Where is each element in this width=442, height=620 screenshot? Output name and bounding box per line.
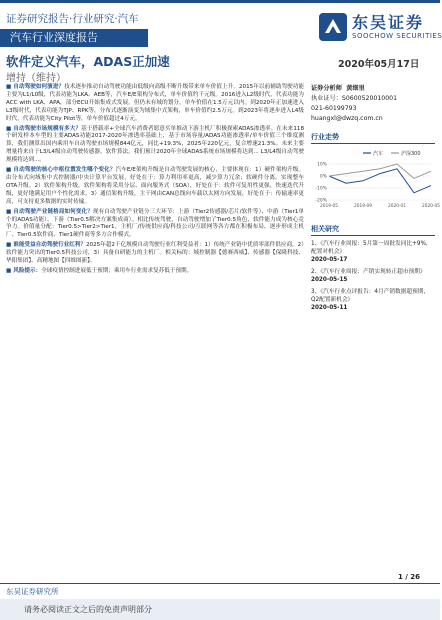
disclaimer-text: 请务必阅读正文之后的免责声明部分 — [24, 605, 152, 614]
report-headline: 软件定义汽车，ADAS正加速 — [6, 54, 170, 69]
y-tick-label: -20% — [315, 198, 327, 204]
analyst-email[interactable]: huangxl@dwzq.com.cn — [311, 115, 383, 122]
body-paragraph: ■ 风险提示：全球疫情控制进展低于预期；乘用车行业需求复苏低于预期。 — [6, 267, 193, 274]
page-number: 1 / 26 — [398, 573, 421, 581]
trend-section-title: 行业走势 — [311, 132, 435, 144]
analyst-block — [311, 84, 435, 94]
related-report[interactable]: 1、《汽车行业周报：5月第一周批发同比+9%，配置对机会》 2020-05-17 — [311, 241, 432, 263]
x-tick-label: 2019-05 — [320, 204, 338, 209]
main-body — [6, 84, 304, 569]
top-rule — [0, 0, 440, 3]
x-tick-label: 2019-09 — [354, 204, 372, 209]
sidebar — [311, 84, 440, 316]
y-tick-label: 10% — [316, 162, 327, 168]
disclaimer-bar — [0, 599, 440, 620]
related-report[interactable]: 3、《汽车行业点评报告：4月产销数据超预期，Q2配置新机会》 2020-05-11 — [311, 289, 430, 311]
y-tick-label: 0% — [319, 174, 327, 180]
logo-text-en: SOOCHOW SECURITIES — [352, 32, 442, 40]
body-paragraph: ■ 自动驾驶市场规模有多大？基于搭载率+全球汽车消费者愿意买单推动下游主机厂积极探索ADAS渗透率。在未来118个研发样本车型的主要ADAS功能2017-2020年渗透率基础上，基于市场容量/ADAS功能渗透率/单车价值三个维度测算，我们测算出国内乘用车自动驾驶市场规模844亿元，同比+19.3%，2025年220亿元，复合增速21.3%。未来主要增量将来自于L3/L4级自动驾驶传感器、软件算法。我们预计2020年全球ADAS系统市场规模将达到... L3/L4级自动驾驶规模将达到...。 — [6, 125, 304, 164]
legend-series-a: 汽车 — [373, 151, 384, 157]
x-tick-label: 2020-01 — [388, 204, 406, 209]
related-section-title: 相关研究 — [311, 224, 435, 236]
body-paragraph: ■ 自动驾驶如何演进？技术逐步推动自动驾驶功能由低级向高级不断升级带来单车价值上升。2015年以前辅助驾驶功能主要为L1/L0级，代表功能为LKA、AEB等，汽车E/E架构分布式，单车价值约千元级。2016进入L2级时代，代表功能为ACC with LKA、APA，部分ECU开始集成式发展，但仍未有域的划分，单车价值在1.5万元以内。到2020年正加速进入L3级时代，代表功能为TJP、RPK等，分布式逐渐演变为域集中式架构，单车价值约2.5万元。到2023年将逐步进入L4级时代，代表功能为City Pilot等，单车价值超过4万元。 — [6, 84, 304, 122]
analyst-phone: 021-60199793 — [311, 105, 357, 112]
related-report[interactable]: 2、《汽车行业周报：产销实现转正超市预期》 2020-05-15 — [311, 269, 426, 283]
legend-series-b: 沪深300 — [401, 151, 421, 157]
company-logo — [318, 10, 442, 48]
report-series: 证券研究报告·行业研究·汽车 — [6, 13, 139, 25]
footer-rule — [0, 583, 440, 584]
footer-company: 东吴证券研究所 — [6, 587, 59, 596]
body-paragraph: ■ 自动驾驶的核心中枢位置发生哪个变化？汽车E/E架构升级是自动驾驶发展的核心，主要体现在：1）硬件架构升级。由分布式向域集中式控制器/中央计算平台发展，好处在于：算力利用率更高，减少算力冗余；软硬件分离，实现整车OTA升级。2）软件架构升级。软件架构将采用分层、面向服务式（SOA），好处在于：软件可复用性更强，快速迭代升级，更好地满足用户个性化需求。3）通信架构升级。主干网由CAN总线向车载以太网方向发展，好处在于：传输速率更高，可支持更多数据的实时传输。 — [6, 167, 305, 205]
x-tick-label: 2020-05 — [422, 204, 440, 209]
body-paragraph: ■ 自动驾驶产业链格局如何变化？现有自动驾驶产业链分三大环节：上游（Tier2传感器/芯片/软件等）、中游（Tier1单个的ADAS功能）、下游（Tier0.5解决方案集成商）。相比传统驾驶，自动驾驶增加了Tier0.5角色，软件能力成为核心竞争力。价值量分配：Tier0.5>Tier2>Tier1。主机厂/传统供应商/科技公司/互联网等各方都在积极布局，逐步形成主机厂、Tier0.5软件商、Tier1硬件商等多方合作模式。 — [6, 208, 304, 239]
report-type-banner — [0, 29, 148, 47]
logo-emblem-icon — [318, 12, 348, 42]
y-tick-label: -10% — [315, 186, 327, 192]
rating: 增持（维持） — [6, 73, 66, 84]
industry-trend-chart — [311, 148, 440, 212]
body-paragraph: ■ 谁能受益自动驾驶行业红利？2025年超2千亿规模自动驾驶行业红利受益者：1）传统产业链中优质零部件供应商，2）软件能力突出的Tier0.5科技公司，3）具备自研能力的主机厂。相关标的：域控制器【德赛西威】、传感器【保隆科技、华阳集团】、高精地图【四维图新】。 — [6, 242, 304, 265]
analyst-cert: 执业证号：S0600520010001 — [311, 95, 398, 102]
report-type-label: 汽车行业深度报告 — [10, 31, 98, 44]
logo-text-cn: 东吴证券 — [352, 13, 425, 32]
series-line-auto — [329, 169, 431, 193]
analyst-name: 黄细里 — [346, 85, 365, 92]
report-date: 2020年05月17日 — [338, 59, 420, 70]
analyst-label: 证券分析师 — [311, 85, 342, 92]
chart-legend — [363, 150, 421, 157]
